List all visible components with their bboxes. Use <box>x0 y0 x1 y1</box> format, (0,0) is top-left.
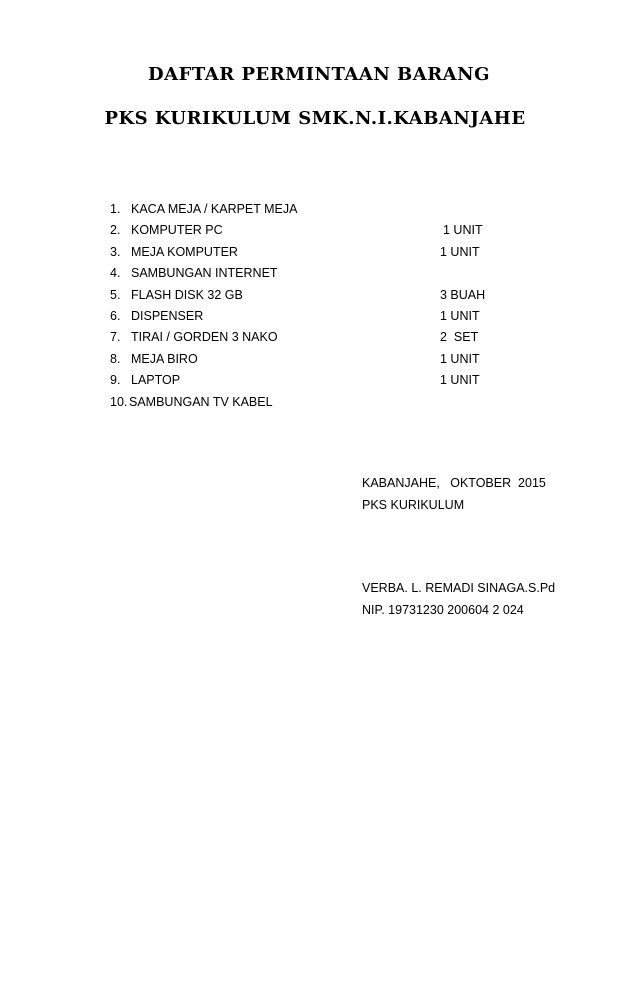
item-quantity: 2 SET <box>440 330 479 345</box>
list-item <box>110 285 510 306</box>
item-quantity: 3 BUAH <box>440 287 486 302</box>
item-name: FLASH DISK 32 GB <box>131 287 243 302</box>
list-item <box>110 327 510 348</box>
item-name: SAMBUNGAN TV KABEL <box>129 394 273 409</box>
item-number: 5. <box>110 287 121 302</box>
item-number: 10. <box>110 394 128 409</box>
item-name: SAMBUNGAN INTERNET <box>131 266 278 281</box>
item-quantity: 1 UNIT <box>440 351 480 366</box>
item-name: KOMPUTER PC <box>131 223 223 238</box>
signer-nip: NIP. 19731230 200604 2 024 <box>362 603 524 617</box>
item-number: 9. <box>110 373 121 388</box>
list-item <box>110 242 510 263</box>
list-item <box>110 199 510 220</box>
list-item <box>110 220 510 241</box>
item-number: 2. <box>110 223 121 238</box>
list-item <box>110 263 510 284</box>
item-number: 3. <box>110 244 121 259</box>
item-quantity: 1 UNIT <box>443 223 483 238</box>
document-subtitle: PKS KURIKULUM SMK.N.I.KABANJAHE <box>104 108 526 129</box>
item-number: 4. <box>110 266 121 281</box>
item-name: MEJA KOMPUTER <box>131 244 238 259</box>
list-item <box>110 370 510 391</box>
item-number: 7. <box>110 330 121 345</box>
signer-position: PKS KURIKULUM <box>362 498 465 512</box>
item-number: 6. <box>110 308 121 323</box>
item-name: TIRAI / GORDEN 3 NAKO <box>131 330 278 345</box>
item-name: LAPTOP <box>131 373 181 388</box>
item-number: 1. <box>110 202 121 216</box>
document-title: DAFTAR PERMINTAAN BARANG <box>148 64 490 85</box>
item-quantity: 1 UNIT <box>440 308 480 323</box>
list-item <box>110 349 510 370</box>
place-date: KABANJAHE, OKTOBER 2015 <box>362 476 546 490</box>
list-item <box>110 306 510 327</box>
item-name: DISPENSER <box>131 308 204 323</box>
item-quantity: 1 UNIT <box>440 244 480 259</box>
item-name: MEJA BIRO <box>131 351 198 366</box>
item-number: 8. <box>110 351 121 366</box>
item-name: KACA MEJA / KARPET MEJA <box>131 202 298 216</box>
signer-name: VERBA. L. REMADI SINAGA.S.Pd <box>362 581 556 595</box>
item-quantity: 1 UNIT <box>440 373 480 388</box>
item-list <box>110 199 510 413</box>
list-item <box>110 392 510 413</box>
